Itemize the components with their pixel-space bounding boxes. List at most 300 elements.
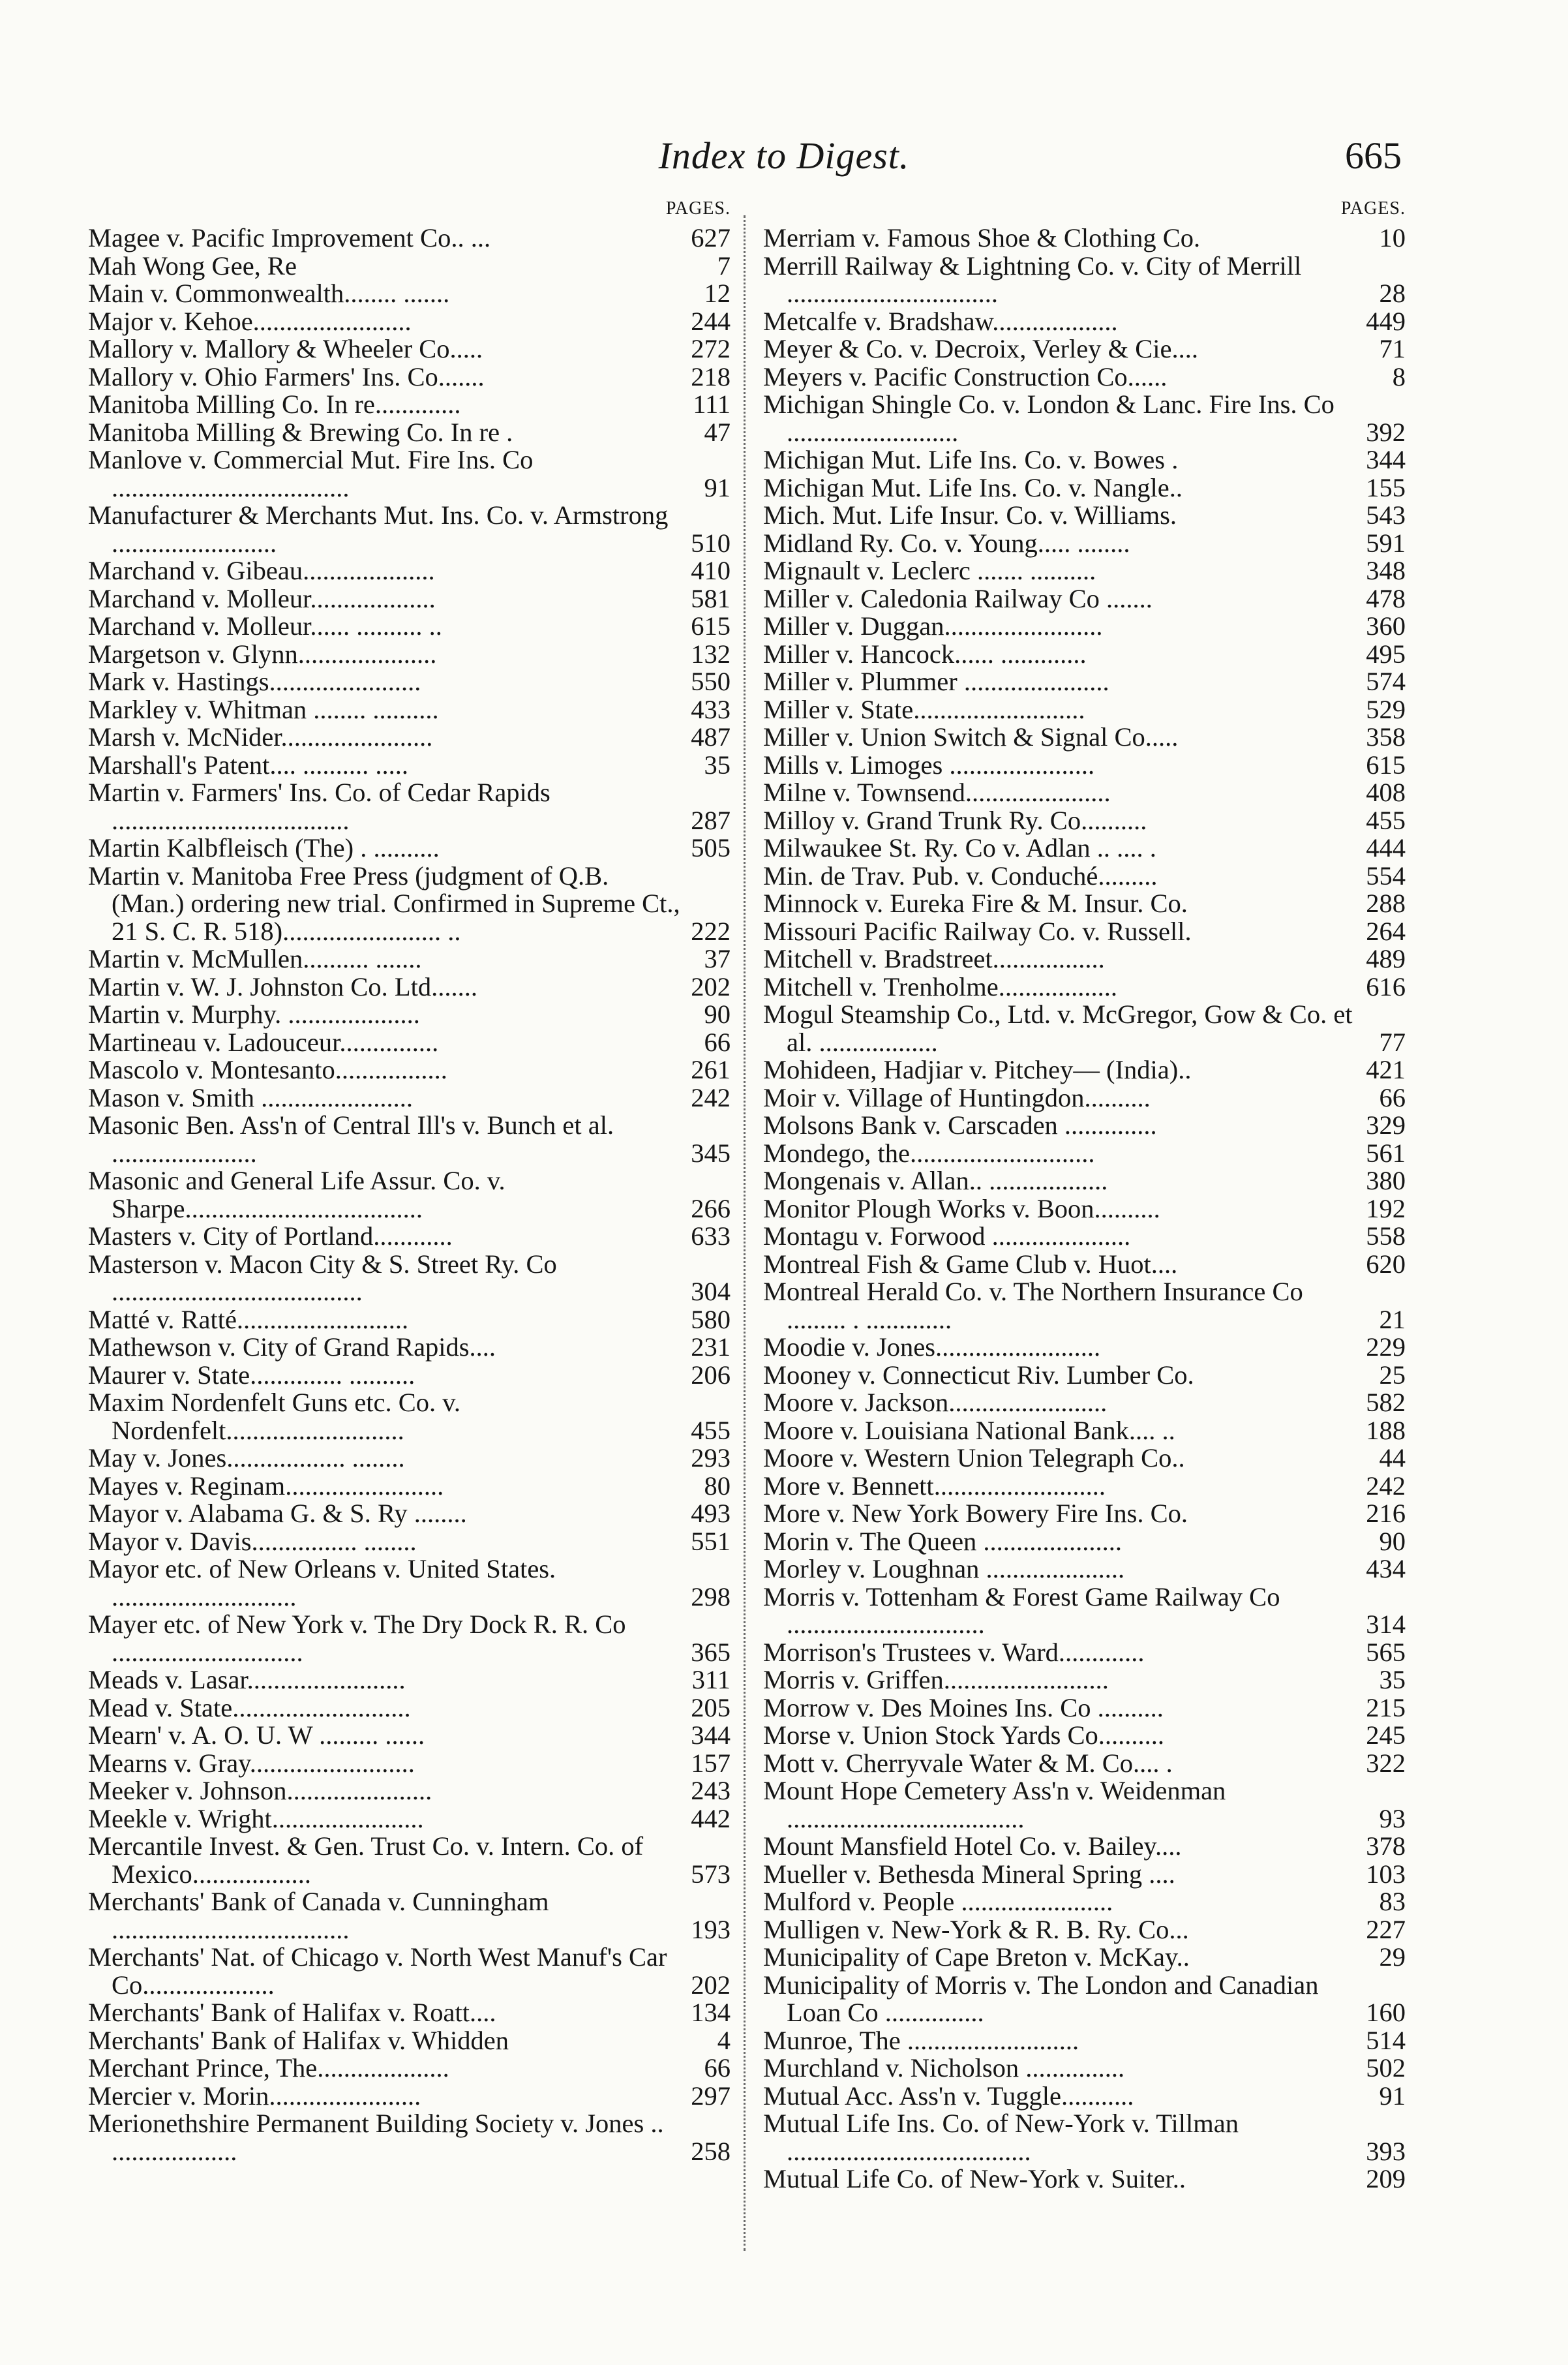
entry-case-name: Morley v. Loughnan ..................... <box>763 1554 1125 1583</box>
entry-page-number: 493 <box>691 1499 731 1528</box>
entry-page-number: 311 <box>691 1665 731 1694</box>
index-entry <box>88 308 731 336</box>
entry-page-number: 293 <box>691 1443 731 1472</box>
entry-case-name: Mayor etc. of New Orleans v. United States. ............................ <box>88 1554 556 1611</box>
index-entry <box>88 1472 731 1501</box>
entry-case-name: Merchants' Bank of Halifax v. Whidden <box>88 2025 509 2055</box>
left-column <box>88 198 731 2165</box>
entry-page-number: 242 <box>1366 1471 1406 1501</box>
index-entry <box>763 918 1406 946</box>
entry-page-number: 93 <box>1379 1803 1406 1833</box>
index-entry <box>88 752 731 780</box>
entry-page-number: 314 <box>1366 1610 1406 1639</box>
entry-case-name: Milwaukee St. Ry. Co v. Adlan .. .... . <box>763 833 1156 862</box>
entry-case-name: Moore v. Louisiana National Bank.... .. <box>763 1415 1175 1445</box>
entry-case-name: Mulligen v. New-York & R. B. Ry. Co... <box>763 1914 1189 1944</box>
index-entry <box>763 641 1406 669</box>
entry-case-name: Meyers v. Pacific Construction Co...... <box>763 361 1168 391</box>
index-entry <box>88 1084 731 1112</box>
entry-case-name: Midland Ry. Co. v. Young..... ........ <box>763 528 1130 558</box>
entry-case-name: Mayor v. Davis................ ........ <box>88 1526 417 1556</box>
entry-page-number: 408 <box>1366 778 1406 807</box>
entry-case-name: Mearns v. Gray......................... <box>88 1748 415 1778</box>
index-entry <box>88 557 731 585</box>
entry-case-name: Municipality of Cape Breton v. McKay.. <box>763 1942 1190 1972</box>
entry-page-number: 188 <box>1366 1415 1406 1445</box>
right-column <box>763 198 1406 2193</box>
entry-page-number: 80 <box>704 1471 731 1501</box>
entry-case-name: May v. Jones.................. ........ <box>88 1443 405 1472</box>
index-entry <box>763 530 1406 558</box>
entry-case-name: Markley v. Whitman ........ .......... <box>88 694 439 724</box>
entry-case-name: Molsons Bank v. Carscaden .............. <box>763 1110 1157 1140</box>
entry-page-number: 91 <box>1379 2081 1406 2111</box>
entry-page-number: 348 <box>1366 556 1406 585</box>
entry-case-name: Meeker v. Johnson...................... <box>88 1776 432 1805</box>
index-entry <box>88 1112 731 1167</box>
index-entry <box>763 2165 1406 2193</box>
index-entry <box>763 446 1406 474</box>
index-entry <box>763 1140 1406 1168</box>
entry-case-name: Moore v. Jackson........................ <box>763 1388 1108 1417</box>
index-entry <box>763 1639 1406 1667</box>
entry-case-name: More v. Bennett.......................... <box>763 1471 1106 1501</box>
entry-case-name: Milne v. Townsend...................... <box>763 778 1111 807</box>
pages-label: PAGES. <box>665 198 731 219</box>
entry-case-name: Mallory v. Mallory & Wheeler Co..... <box>88 334 483 363</box>
index-entry <box>88 1528 731 1556</box>
entry-case-name: Monitor Plough Works v. Boon.......... <box>763 1193 1160 1223</box>
entry-case-name: Masterson v. Macon City & S. Street Ry. Co ...................................... <box>88 1249 557 1306</box>
index-entry <box>763 308 1406 336</box>
entry-page-number: 77 <box>1379 1027 1406 1057</box>
entry-page-number: 580 <box>691 1304 731 1334</box>
index-entry <box>88 391 731 419</box>
entry-page-number: 455 <box>1366 805 1406 835</box>
entry-page-number: 227 <box>1366 1914 1406 1944</box>
index-entry <box>763 1555 1406 1583</box>
entry-page-number: 543 <box>1366 500 1406 530</box>
entry-page-number: 242 <box>691 1082 731 1112</box>
index-entry <box>88 1001 731 1029</box>
column-divider <box>744 215 746 2251</box>
index-entry <box>88 973 731 1001</box>
entry-page-number: 329 <box>1366 1110 1406 1140</box>
index-entry <box>88 1251 731 1306</box>
entry-page-number: 215 <box>1366 1692 1406 1722</box>
index-entry <box>763 363 1406 391</box>
entry-page-number: 421 <box>1366 1055 1406 1084</box>
entry-page-number: 47 <box>704 417 731 447</box>
entry-case-name: Mutual Life Ins. Co. of New-York v. Tillman ..................................... <box>763 2109 1239 2166</box>
entry-case-name: Merionethshire Permanent Building Society v. Jones .. ................... <box>88 2109 664 2166</box>
index-entry <box>763 1916 1406 1944</box>
entry-case-name: Margetson v. Glynn..................... <box>88 639 437 669</box>
index-entry <box>763 1472 1406 1501</box>
entry-page-number: 218 <box>691 361 731 391</box>
entry-page-number: 222 <box>691 916 731 946</box>
index-entry <box>88 2054 731 2083</box>
index-entry <box>763 834 1406 862</box>
entry-case-name: Martin v. Murphy. .................... <box>88 999 420 1029</box>
index-entry <box>88 1750 731 1778</box>
pages-label: PAGES. <box>1340 198 1406 219</box>
entry-case-name: Manitoba Milling Co. In re............. <box>88 389 461 419</box>
entry-page-number: 550 <box>691 667 731 696</box>
entry-case-name: Michigan Mut. Life Ins. Co. v. Nangle.. <box>763 472 1183 502</box>
index-entry <box>88 1944 731 1999</box>
index-entry <box>763 613 1406 641</box>
index-entry <box>763 668 1406 696</box>
index-entry <box>88 1833 731 1888</box>
entry-page-number: 10 <box>1379 223 1406 252</box>
entry-case-name: Moodie v. Jones......................... <box>763 1332 1101 1362</box>
entry-case-name: Martin v. Farmers' Ins. Co. of Cedar Rapids .................................... <box>88 778 550 835</box>
entry-case-name: Mallory v. Ohio Farmers' Ins. Co....... <box>88 361 485 391</box>
entry-case-name: Moore v. Western Union Telegraph Co.. <box>763 1443 1185 1472</box>
index-entry <box>88 2083 731 2111</box>
entry-case-name: Moir v. Village of Huntingdon.......... <box>763 1082 1151 1112</box>
index-entry <box>88 446 731 502</box>
entry-case-name: Meads v. Lasar........................ <box>88 1665 406 1694</box>
index-entry <box>763 862 1406 891</box>
entry-case-name: Manufacturer & Merchants Mut. Ins. Co. v. Armstrong ......................... <box>88 500 669 558</box>
index-entry <box>763 502 1406 530</box>
index-entry <box>763 391 1406 446</box>
index-entry <box>88 224 731 252</box>
index-entry <box>763 1251 1406 1279</box>
entry-case-name: Miller v. State.......................... <box>763 694 1085 724</box>
index-entry <box>88 1888 731 1944</box>
entry-page-number: 434 <box>1366 1554 1406 1583</box>
entry-page-number: 91 <box>704 472 731 502</box>
index-entry <box>763 1528 1406 1556</box>
entry-case-name: Miller v. Hancock...... ............. <box>763 639 1087 669</box>
entry-page-number: 66 <box>1379 1082 1406 1112</box>
index-entry <box>763 1861 1406 1889</box>
index-entry <box>763 1362 1406 1390</box>
index-entry <box>88 502 731 557</box>
index-entry <box>763 1001 1406 1056</box>
index-entry <box>88 335 731 363</box>
entry-list <box>763 224 1406 2193</box>
entry-page-number: 157 <box>691 1748 731 1778</box>
entry-case-name: Montagu v. Forwood ..................... <box>763 1221 1131 1251</box>
entry-page-number: 66 <box>704 1027 731 1057</box>
entry-case-name: Martin v. McMullen.......... ....... <box>88 944 422 973</box>
entry-case-name: Merriam v. Famous Shoe & Clothing Co. <box>763 223 1201 252</box>
entry-case-name: Merchants' Bank of Canada v. Cunningham .................................... <box>88 1887 549 1944</box>
entry-case-name: Missouri Pacific Railway Co. v. Russell. <box>763 916 1192 946</box>
entry-page-number: 12 <box>704 279 731 308</box>
entry-page-number: 591 <box>1366 528 1406 558</box>
index-entry <box>88 668 731 696</box>
entry-page-number: 582 <box>1366 1388 1406 1417</box>
entry-page-number: 4 <box>717 2025 731 2055</box>
entry-case-name: Mathewson v. City of Grand Rapids.... <box>88 1332 496 1362</box>
entry-page-number: 90 <box>1379 1526 1406 1556</box>
entry-list <box>88 224 731 2165</box>
entry-page-number: 192 <box>1366 1193 1406 1223</box>
entry-case-name: Martineau v. Ladouceur............... <box>88 1027 439 1057</box>
entry-page-number: 44 <box>1379 1443 1406 1472</box>
entry-page-number: 478 <box>1366 583 1406 613</box>
entry-page-number: 66 <box>704 2053 731 2083</box>
index-entry <box>88 862 731 946</box>
entry-case-name: Miller v. Caledonia Railway Co ....... <box>763 583 1153 613</box>
index-entry <box>763 557 1406 585</box>
entry-page-number: 264 <box>1366 916 1406 946</box>
entry-case-name: Morse v. Union Stock Yards Co.......... <box>763 1720 1165 1750</box>
entry-page-number: 193 <box>691 1914 731 1944</box>
index-entry <box>88 1666 731 1694</box>
entry-page-number: 574 <box>1366 667 1406 696</box>
entry-page-number: 573 <box>691 1859 731 1889</box>
entry-case-name: Mascolo v. Montesanto................. <box>88 1055 447 1084</box>
index-entry <box>88 1611 731 1666</box>
entry-case-name: Michigan Shingle Co. v. London & Lanc. Fire Ins. Co .......................... <box>763 389 1334 447</box>
entry-page-number: 71 <box>1379 334 1406 363</box>
entry-case-name: Mulford v. People ....................... <box>763 1887 1113 1916</box>
entry-page-number: 495 <box>1366 639 1406 669</box>
index-entry <box>88 696 731 724</box>
entry-page-number: 449 <box>1366 306 1406 336</box>
entry-page-number: 378 <box>1366 1831 1406 1861</box>
index-entry <box>763 1389 1406 1417</box>
entry-page-number: 344 <box>691 1720 731 1750</box>
index-entry <box>763 696 1406 724</box>
entry-page-number: 35 <box>1379 1665 1406 1694</box>
entry-page-number: 111 <box>693 389 731 419</box>
entry-page-number: 287 <box>691 805 731 835</box>
entry-case-name: Mooney v. Connecticut Riv. Lumber Co. <box>763 1360 1194 1390</box>
entry-case-name: Martin Kalbfleisch (The) . .......... <box>88 833 440 862</box>
index-entry <box>88 280 731 308</box>
index-entry <box>763 252 1406 308</box>
entry-case-name: Municipality of Morris v. The London and Canadian Loan Co ............... <box>763 1970 1319 2027</box>
entry-case-name: Minnock v. Eureka Fire & M. Insur. Co. <box>763 889 1188 918</box>
entry-case-name: Milloy v. Grand Trunk Ry. Co.......... <box>763 805 1147 835</box>
entry-case-name: Michigan Mut. Life Ins. Co. v. Bowes . <box>763 445 1179 474</box>
index-entry <box>763 807 1406 835</box>
index-entry <box>763 1888 1406 1916</box>
entry-page-number: 561 <box>1366 1138 1406 1168</box>
entry-page-number: 28 <box>1379 279 1406 308</box>
entry-case-name: Miller v. Duggan........................ <box>763 611 1103 641</box>
entry-page-number: 633 <box>691 1221 731 1251</box>
entry-page-number: 455 <box>691 1415 731 1445</box>
index-entry <box>763 1084 1406 1112</box>
index-entry <box>88 641 731 669</box>
entry-page-number: 344 <box>1366 445 1406 474</box>
entry-page-number: 554 <box>1366 861 1406 891</box>
entry-case-name: Masters v. City of Portland............ <box>88 1221 453 1251</box>
entry-page-number: 551 <box>691 1526 731 1556</box>
entry-page-number: 25 <box>1379 1360 1406 1390</box>
index-entry <box>88 585 731 613</box>
entry-case-name: Mead v. State........................... <box>88 1692 411 1722</box>
entry-page-number: 83 <box>1379 1887 1406 1916</box>
entry-page-number: 558 <box>1366 1221 1406 1251</box>
index-entry <box>763 1056 1406 1084</box>
entry-page-number: 160 <box>1366 1998 1406 2027</box>
index-entry <box>88 1777 731 1805</box>
entry-page-number: 514 <box>1366 2025 1406 2055</box>
entry-page-number: 510 <box>691 528 731 558</box>
entry-page-number: 7 <box>717 251 731 281</box>
entry-case-name: Mills v. Limoges ...................... <box>763 750 1095 780</box>
index-entry <box>763 1972 1406 2027</box>
entry-page-number: 132 <box>691 639 731 669</box>
entry-case-name: Mark v. Hastings....................... <box>88 667 421 696</box>
entry-page-number: 304 <box>691 1277 731 1306</box>
entry-page-number: 392 <box>1366 417 1406 447</box>
index-entry <box>763 1167 1406 1195</box>
entry-case-name: Mohideen, Hadjiar v. Pitchey— (India).. <box>763 1055 1192 1084</box>
entry-case-name: Morris v. Griffen......................... <box>763 1665 1109 1694</box>
entry-page-number: 502 <box>1366 2053 1406 2083</box>
index-entry <box>763 1444 1406 1472</box>
index-entry <box>88 1167 731 1223</box>
entry-case-name: Mayes v. Reginam........................ <box>88 1471 444 1501</box>
entry-case-name: Mitchell v. Trenholme.................. <box>763 971 1117 1001</box>
entry-page-number: 529 <box>1366 694 1406 724</box>
entry-case-name: Martin v. W. J. Johnston Co. Ltd....... <box>88 971 478 1001</box>
entry-case-name: Mason v. Smith ....................... <box>88 1082 414 1112</box>
entry-page-number: 209 <box>1366 2164 1406 2193</box>
entry-page-number: 360 <box>1366 611 1406 641</box>
entry-case-name: Mignault v. Leclerc ....... .......... <box>763 556 1096 585</box>
entry-page-number: 258 <box>691 2136 731 2166</box>
entry-page-number: 322 <box>1366 1748 1406 1778</box>
index-entry <box>763 779 1406 807</box>
index-entry <box>763 1334 1406 1362</box>
entry-page-number: 37 <box>704 944 731 973</box>
entry-case-name: Miller v. Plummer ...................... <box>763 667 1109 696</box>
entry-case-name: Mount Mansfield Hotel Co. v. Bailey.... <box>763 1831 1182 1861</box>
entry-case-name: Mogul Steamship Co., Ltd. v. McGregor, Gow & Co. et al. .................. <box>763 999 1353 1057</box>
entry-page-number: 297 <box>691 2081 731 2111</box>
index-entry <box>88 2027 731 2055</box>
entry-case-name: Marchand v. Molleur................... <box>88 583 436 613</box>
index-entry <box>763 2054 1406 2083</box>
index-entry <box>88 1694 731 1722</box>
entry-case-name: Murchland v. Nicholson ............... <box>763 2053 1125 2083</box>
entry-case-name: Merchants' Nat. of Chicago v. North West Manuf's Car Co.................... <box>88 1942 667 2000</box>
index-entry <box>763 1112 1406 1140</box>
entry-page-number: 272 <box>691 334 731 363</box>
entry-page-number: 261 <box>691 1055 731 1084</box>
entry-case-name: Masonic and General Life Assur. Co. v. Sharpe.................................... <box>88 1166 505 1223</box>
entry-page-number: 620 <box>1366 1249 1406 1279</box>
entry-case-name: Mayor v. Alabama G. & S. Ry ........ <box>88 1499 467 1528</box>
index-entry <box>88 1722 731 1750</box>
index-entry <box>763 1722 1406 1750</box>
entry-case-name: Marshall's Patent.... .......... ..... <box>88 750 409 780</box>
index-entry <box>88 419 731 447</box>
entry-page-number: 358 <box>1366 722 1406 752</box>
entry-page-number: 615 <box>691 611 731 641</box>
entry-case-name: Metcalfe v. Bradshaw................... <box>763 306 1118 336</box>
entry-page-number: 345 <box>691 1138 731 1168</box>
entry-case-name: Major v. Kehoe........................ <box>88 306 412 336</box>
index-entry <box>763 890 1406 918</box>
entry-page-number: 410 <box>691 556 731 585</box>
entry-case-name: Morris v. Tottenham & Forest Game Railway Co .............................. <box>763 1581 1280 1639</box>
entry-case-name: Miller v. Union Switch & Signal Co..... <box>763 722 1179 752</box>
entry-page-number: 243 <box>691 1776 731 1805</box>
index-entry <box>88 834 731 862</box>
entry-page-number: 444 <box>1366 833 1406 862</box>
entry-case-name: Mah Wong Gee, Re <box>88 251 297 281</box>
entry-case-name: Mott v. Cherryvale Water & M. Co.... . <box>763 1748 1173 1778</box>
index-entry <box>88 613 731 641</box>
entry-case-name: Martin v. Manitoba Free Press (judgment of Q.B. (Man.) ordering new trial. Confirmed in Supreme Ct., 21 S. C. R. 518)........................ .. <box>88 861 680 946</box>
index-entry <box>88 945 731 973</box>
entry-case-name: Marsh v. McNider....................... <box>88 722 433 752</box>
entry-page-number: 298 <box>691 1581 731 1611</box>
running-title: Index to Digest. <box>658 134 910 177</box>
index-entry <box>763 1944 1406 1972</box>
entry-case-name: More v. New York Bowery Fire Ins. Co. <box>763 1499 1188 1528</box>
index-entry <box>763 1417 1406 1445</box>
index-entry <box>88 1029 731 1057</box>
entry-case-name: Mitchell v. Bradstreet................. <box>763 944 1105 973</box>
index-entry <box>763 335 1406 363</box>
entry-page-number: 581 <box>691 583 731 613</box>
entry-case-name: Manlove v. Commercial Mut. Fire Ins. Co .................................... <box>88 445 534 502</box>
entry-case-name: Magee v. Pacific Improvement Co.. ... <box>88 223 491 252</box>
entry-page-number: 8 <box>1392 361 1406 391</box>
entry-page-number: 245 <box>1366 1720 1406 1750</box>
entry-case-name: Morin v. The Queen ..................... <box>763 1526 1123 1556</box>
entry-page-number: 21 <box>1379 1304 1406 1334</box>
entry-case-name: Masonic Ben. Ass'n of Central Ill's v. Bunch et al. ...................... <box>88 1110 614 1168</box>
entry-page-number: 29 <box>1379 1942 1406 1972</box>
index-entry <box>763 752 1406 780</box>
entry-case-name: Marchand v. Molleur...... .......... .. <box>88 611 442 641</box>
index-entry <box>88 1500 731 1528</box>
entry-case-name: Merchants' Bank of Halifax v. Roatt.... <box>88 1998 496 2027</box>
index-entry <box>88 724 731 752</box>
index-entry <box>763 1195 1406 1223</box>
entry-page-number: 205 <box>691 1692 731 1722</box>
index-entry <box>88 1306 731 1334</box>
index-entry <box>88 1389 731 1444</box>
entry-case-name: Mutual Life Co. of New-York v. Suiter.. <box>763 2164 1186 2193</box>
entry-page-number: 229 <box>1366 1332 1406 1362</box>
index-entry <box>763 1777 1406 1833</box>
entry-page-number: 433 <box>691 694 731 724</box>
entry-page-number: 442 <box>691 1803 731 1833</box>
index-entry <box>88 252 731 281</box>
entry-case-name: Mongenais v. Allan.. .................. <box>763 1166 1108 1195</box>
entry-case-name: Meekle v. Wright....................... <box>88 1803 424 1833</box>
entry-page-number: 365 <box>691 1637 731 1667</box>
entry-page-number: 565 <box>1366 1637 1406 1667</box>
index-entry <box>763 1223 1406 1251</box>
entry-page-number: 202 <box>691 1970 731 2000</box>
entry-case-name: Mutual Acc. Ass'n v. Tuggle........... <box>763 2081 1134 2111</box>
entry-page-number: 615 <box>1366 750 1406 780</box>
entry-page-number: 216 <box>1366 1499 1406 1528</box>
entry-page-number: 266 <box>691 1193 731 1223</box>
page-number: 665 <box>1345 134 1402 177</box>
entry-case-name: Merrill Railway & Lightning Co. v. City of Merrill ................................ <box>763 251 1302 308</box>
entry-page-number: 206 <box>691 1360 731 1390</box>
entry-page-number: 380 <box>1366 1166 1406 1195</box>
index-entry <box>763 973 1406 1001</box>
